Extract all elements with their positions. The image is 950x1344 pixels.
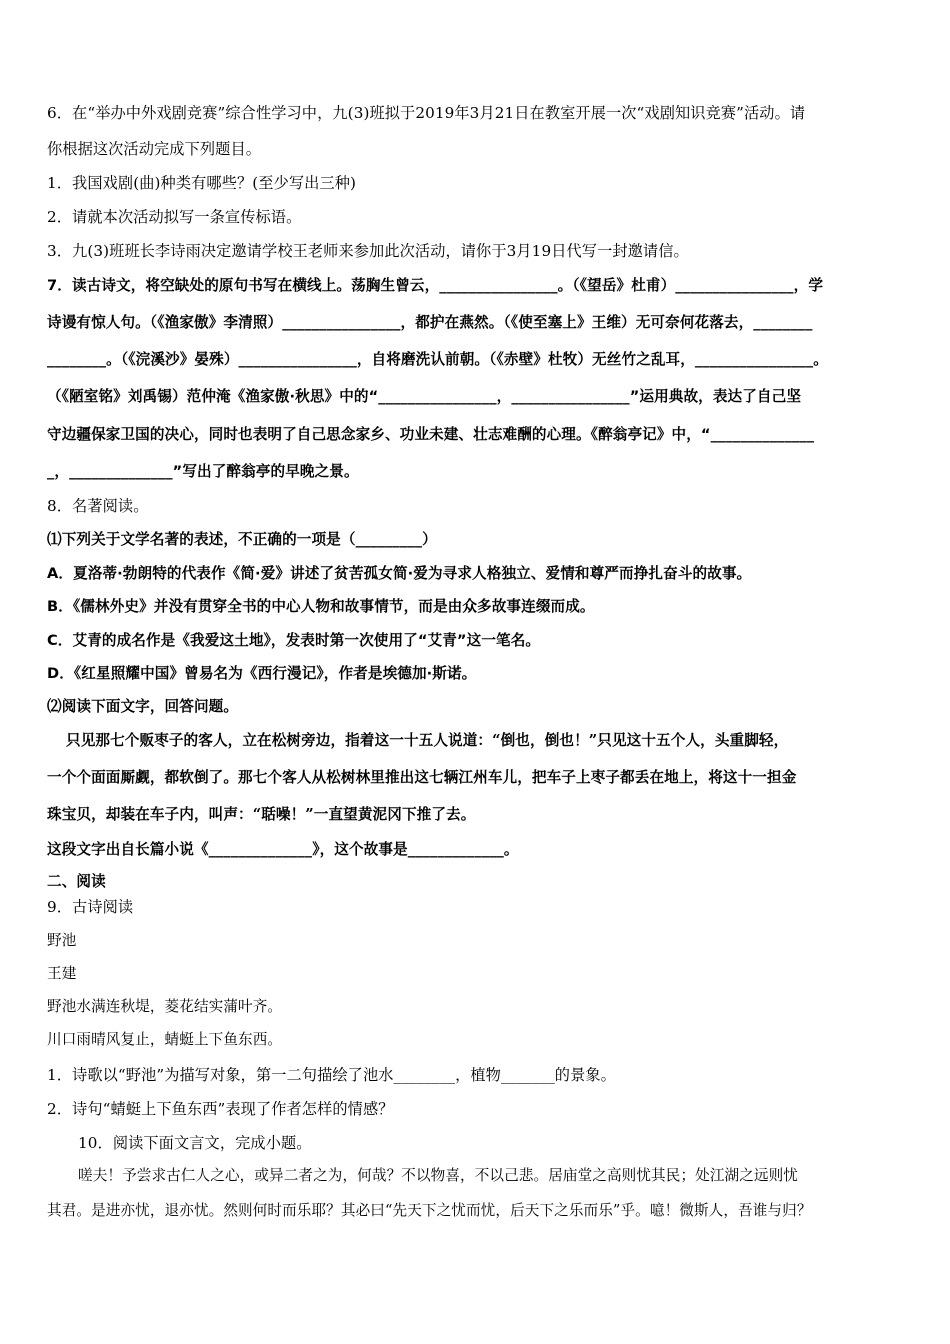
q6-sub-3: 3．九(3)班班长李诗雨决定邀请学校王老师来参加此次活动，请你于3月19日代写一封邀请信。 bbox=[47, 242, 689, 260]
q6-sub-1: 1．我国戏剧(曲)种类有哪些？(至少写出三种) bbox=[47, 174, 357, 192]
q8-option-d: D．《红星照耀中国》曾易名为《西行漫记》，作者是埃德加·斯诺。 bbox=[47, 665, 477, 682]
q8-part-1: ⑴下列关于文学名著的表述，不正确的一项是（_________） bbox=[47, 531, 437, 548]
q6-line-1: 6．在“举办中外戏剧竞赛”综合性学习中，九(3)班拟于2019年3月21日在教室开展一次“戏剧知识竞赛”活动。请 bbox=[47, 104, 806, 122]
q8-passage-line-3: 珠宝贝，却装在车子内，叫声：“聒噪！”一直望黄泥冈下推了去。 bbox=[47, 806, 476, 823]
poem-line-2: 川口雨晴风复止，蜻蜓上下鱼东西。 bbox=[47, 1031, 283, 1048]
q8-passage-line-2: 一个个面面厮觑，都软倒了。那七个客人从松树林里推出这七辆江州车儿，把车子上枣子都丢在地上，将这十一担金 bbox=[47, 769, 797, 786]
q7-line-4: （《陋室铭》刘禹锡）范仲淹《渔家傲·秋思》中的“________________，________________”运用典故，表达了自己坚 bbox=[47, 388, 802, 405]
poem-line-1: 野池水满连秋堤，菱花结实蒲叶齐。 bbox=[47, 998, 283, 1015]
q7-line-5: 守边疆保家卫国的决心，同时也表明了自己思念家乡、功业未建、壮志难酬的心理。《醉翁亭记》中，“______________ bbox=[47, 426, 815, 443]
q10-text-line-2: 其君。是进亦忧，退亦忧。然则何时而乐耶？其必曰“先天下之忧而忧，后天下之乐而乐”乎。噫！微斯人，吾谁与归？ bbox=[47, 1202, 812, 1219]
q8-part-2: ⑵阅读下面文字，回答问题。 bbox=[47, 698, 239, 715]
poem-title: 野池 bbox=[47, 932, 77, 949]
q7-line-6: _，______________”写出了醉翁亭的早晚之景。 bbox=[47, 463, 359, 480]
q10-text-line-1: 嗟夫！予尝求古仁人之心，或异二者之为，何哉？不以物喜，不以己悲。居庙堂之高则忧其民；处江湖之远则忧 bbox=[78, 1167, 798, 1184]
q8-option-c: C．艾青的成名作是《我爱这土地》，发表时第一次使用了“艾青”这一笔名。 bbox=[47, 632, 541, 649]
q7-line-2: 诗谩有惊人句。（《渔家傲》李清照）________________，都护在燕然。（《使至塞上》王维）无可奈何花落去，________ bbox=[47, 314, 813, 331]
q9-sub-1: 1．诗歌以“野池”为描写对象，第一二句描绘了池水________，植物_______的景象。 bbox=[47, 1066, 616, 1084]
q10-title: 10．阅读下面文言文，完成小题。 bbox=[78, 1134, 312, 1152]
q6-sub-2: 2．请就本次活动拟写一条宣传标语。 bbox=[47, 208, 302, 226]
q8-title: 8．名著阅读。 bbox=[47, 497, 149, 515]
q8-option-b: B．《儒林外史》并没有贯穿全书的中心人物和故事情节，而是由众多故事连缀而成。 bbox=[47, 598, 595, 615]
q9-title: 9．古诗阅读 bbox=[47, 898, 134, 916]
q7-line-3: ________。（《浣溪沙》晏殊）________________，自将磨洗认前朝。（《赤壁》杜牧）无丝竹之乱耳，________________。 bbox=[47, 351, 828, 368]
q9-sub-2: 2．诗句“蜻蜓上下鱼东西”表现了作者怎样的情感？ bbox=[47, 1100, 394, 1118]
poem-author: 王建 bbox=[47, 965, 77, 982]
q7-line-1: 7．读古诗文，将空缺处的原句书写在横线上。荡胸生曾云，________________。（《望岳》杜甫）________________，学 bbox=[47, 277, 824, 294]
q6-line-2: 你根据这次活动完成下列题目。 bbox=[47, 140, 262, 158]
q8-option-a: A．夏洛蒂·勃朗特的代表作《简·爱》讲述了贫苦孤女简·爱为寻求人格独立、爱情和尊严而挣扎奋斗的故事。 bbox=[47, 565, 752, 582]
q8-question: 这段文字出自长篇小说《______________》，这个故事是_____________。 bbox=[47, 841, 519, 858]
q8-passage-line-1: 只见那七个贩枣子的客人，立在松树旁边，指着这一十五人说道：“倒也，倒也！”只见这十五个人，头重脚轻， bbox=[66, 732, 789, 749]
section-2-title: 二、阅读 bbox=[47, 873, 106, 890]
